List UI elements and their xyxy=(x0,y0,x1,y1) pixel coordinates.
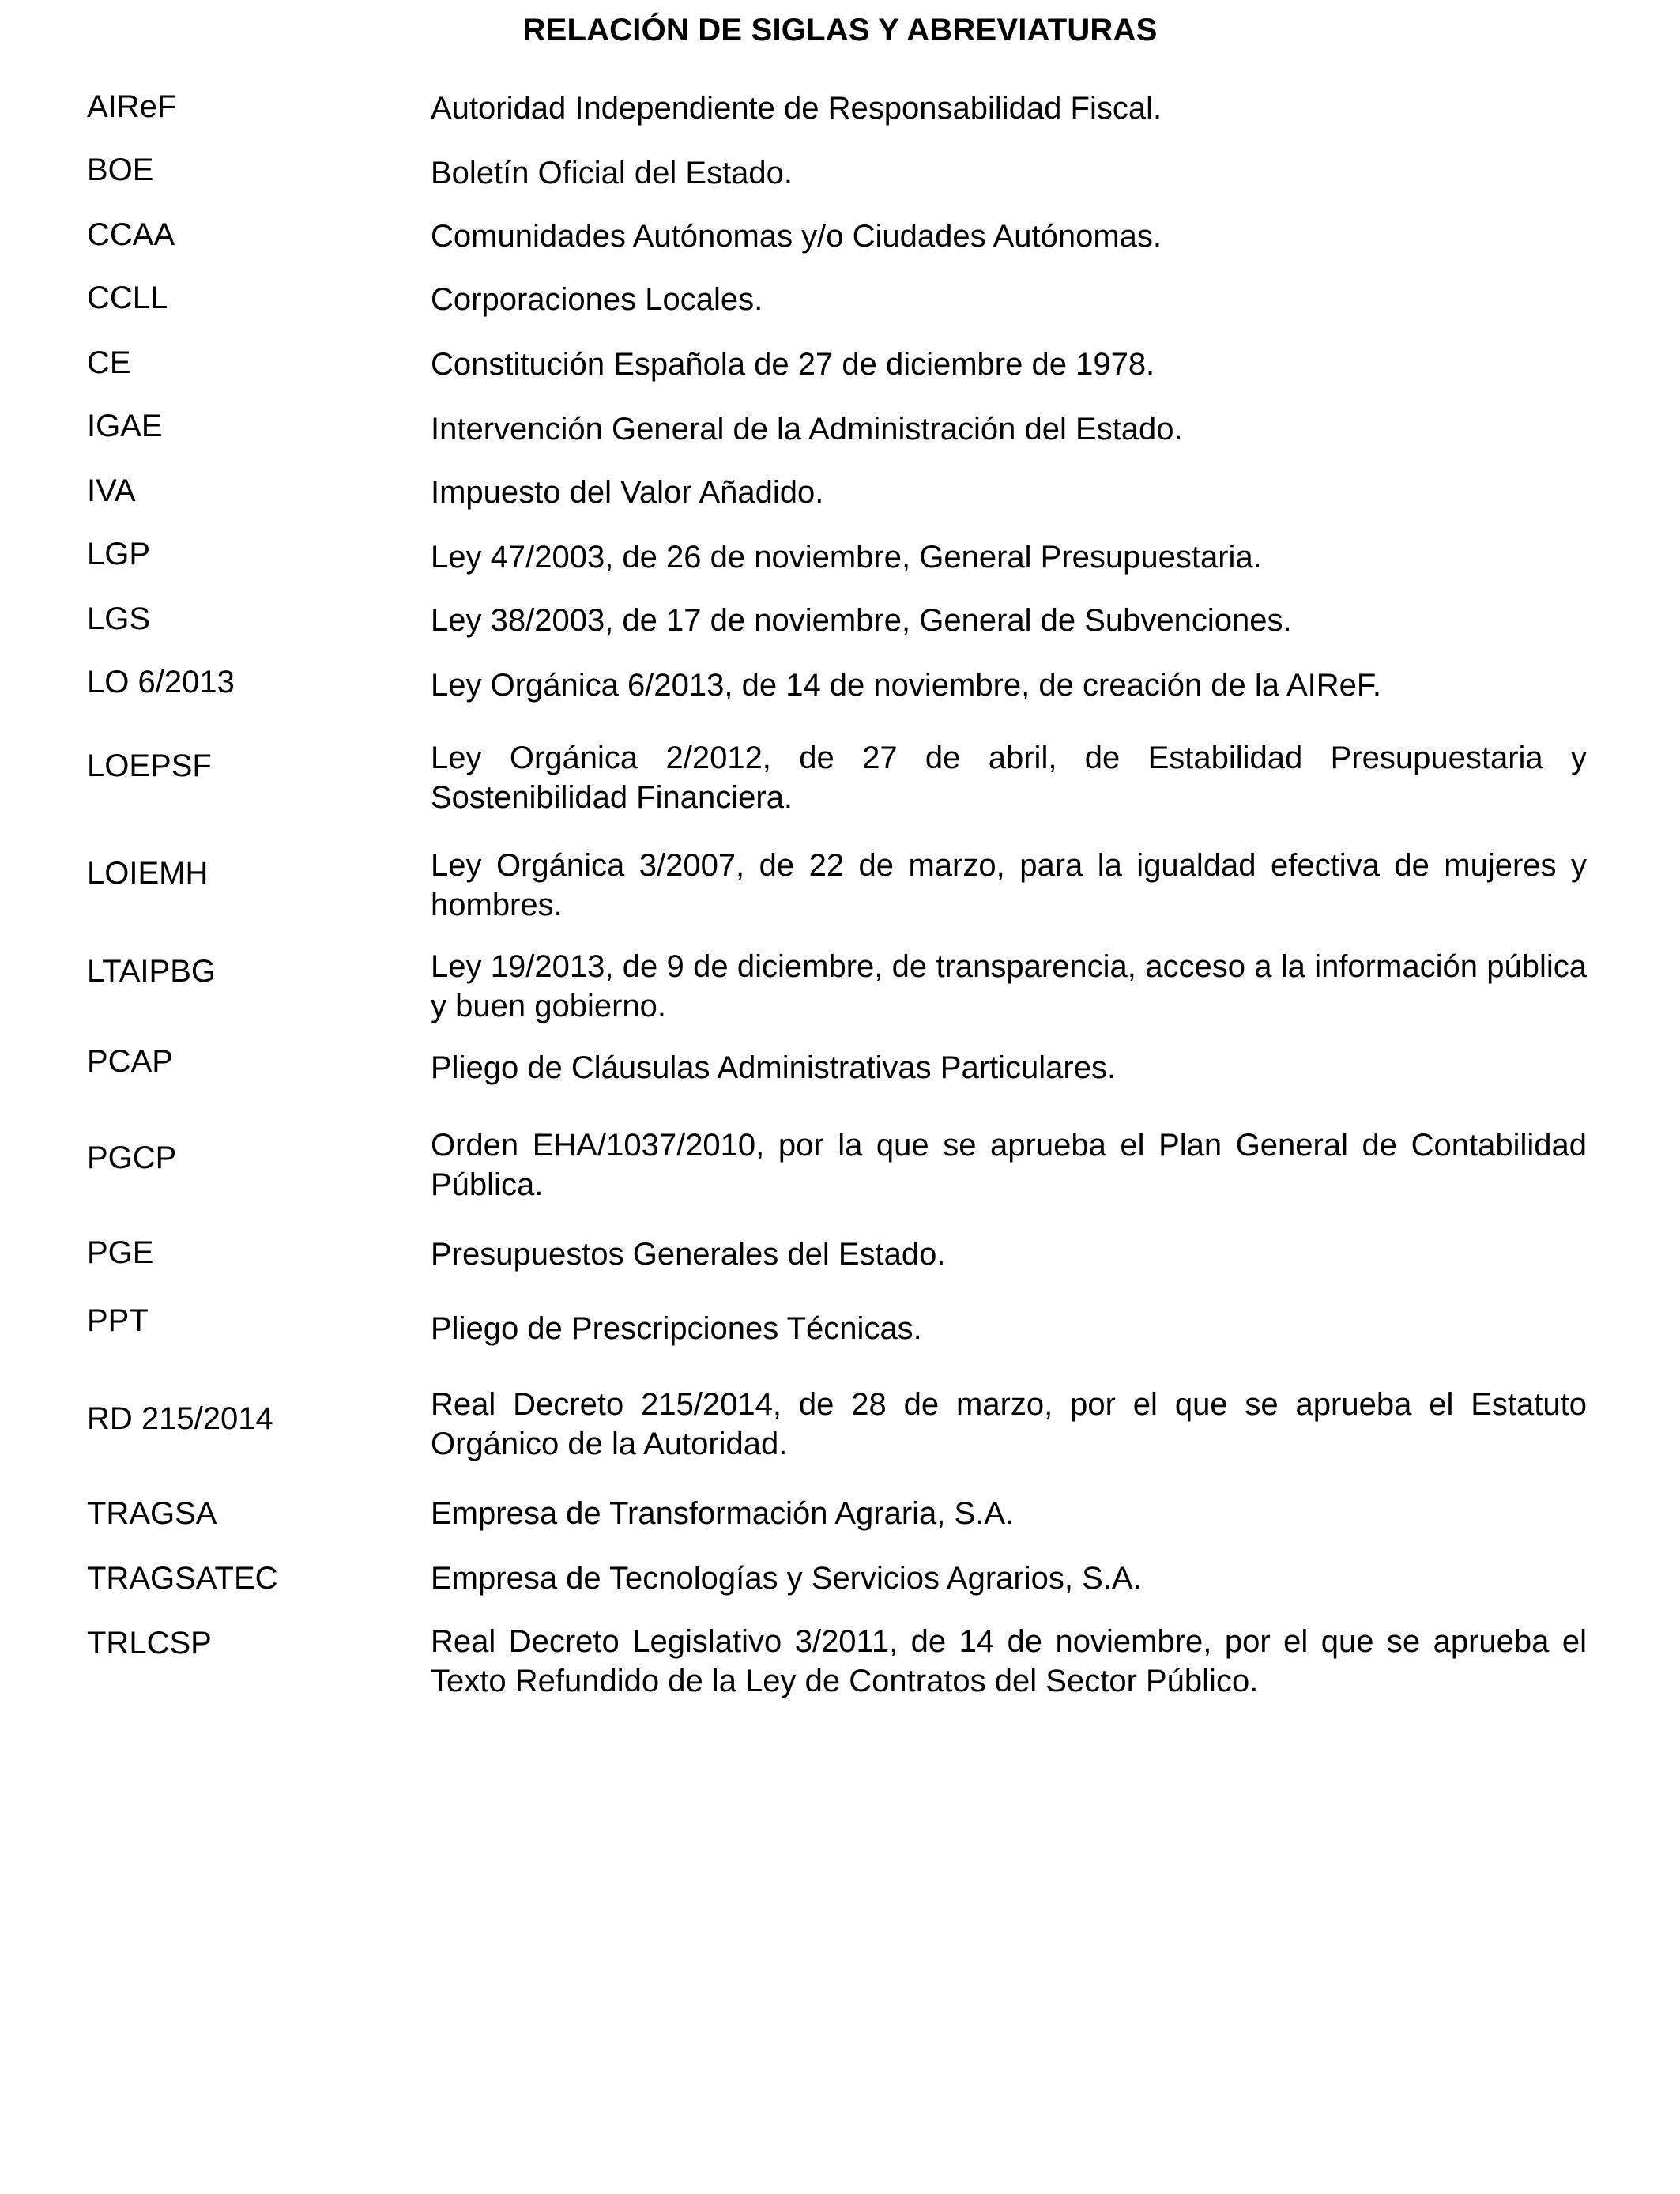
abbreviation-definition: Constitución Española de 27 de diciembre de 1978. xyxy=(431,347,1155,382)
abbreviation-definition: Orden EHA/1037/2010, por la que se aprueba el Plan General de Contabilidad Pública. xyxy=(431,1128,1587,1202)
abbreviation-term: RD 215/2014 xyxy=(87,1401,273,1436)
abbreviation-term: LOEPSF xyxy=(87,748,212,783)
abbreviation-term: LTAIPBG xyxy=(87,954,217,989)
abbreviation-definition: Empresa de Tecnologías y Servicios Agrarios, S.A. xyxy=(431,1561,1142,1596)
abbreviation-definition: Autoridad Independiente de Responsabilidad Fiscal. xyxy=(431,91,1162,126)
abbreviation-definition: Pliego de Prescripciones Técnicas. xyxy=(431,1311,922,1346)
abbreviation-definition: Pliego de Cláusulas Administrativas Particulares. xyxy=(431,1050,1117,1085)
abbreviation-term: PGE xyxy=(87,1235,154,1270)
abbreviation-definition: Corporaciones Locales. xyxy=(431,282,763,317)
abbreviation-definition: Empresa de Transformación Agraria, S.A. xyxy=(431,1496,1015,1531)
abbreviation-term: LGP xyxy=(87,537,151,571)
abbreviation-definition: Ley 19/2013, de 9 de diciembre, de transparencia, acceso a la información pública y buen gobierno. xyxy=(431,949,1587,1023)
abbreviation-term: PCAP xyxy=(87,1044,173,1079)
abbreviation-definition: Real Decreto Legislativo 3/2011, de 14 de noviembre, por el que se aprueba el Texto Refundido de la Ley de Contratos del Sector Público. xyxy=(431,1624,1587,1698)
abbreviation-term: CCAA xyxy=(87,217,175,252)
abbreviation-term: BOE xyxy=(87,153,154,187)
abbreviation-term: LO 6/2013 xyxy=(87,665,235,699)
abbreviation-definition: Intervención General de la Administración del Estado. xyxy=(431,412,1183,447)
abbreviation-term: AIReF xyxy=(87,89,177,124)
abbreviation-term: CCLL xyxy=(87,281,168,315)
abbreviation-term: LOIEMH xyxy=(87,856,209,891)
abbreviation-definition: Comunidades Autónomas y/o Ciudades Autónomas. xyxy=(431,219,1162,254)
abbreviation-term: TRLCSP xyxy=(87,1626,212,1661)
abbreviation-term: IGAE xyxy=(87,409,163,443)
abbreviation-term: LGS xyxy=(87,601,151,636)
abbreviation-term: PPT xyxy=(87,1303,149,1338)
abbreviation-definition: Ley Orgánica 3/2007, de 22 de marzo, para la igualdad efectiva de mujeres y hombres. xyxy=(431,848,1587,922)
abbreviation-definition: Ley Orgánica 6/2013, de 14 de noviembre, de creación de la AIReF. xyxy=(431,668,1381,703)
abbreviation-term: CE xyxy=(87,345,131,380)
abbreviation-definition: Ley 47/2003, de 26 de noviembre, General Presupuestaria. xyxy=(431,540,1262,575)
document-title: RELACIÓN DE SIGLAS Y ABREVIATURAS xyxy=(522,13,1158,47)
abbreviation-definition: Boletín Oficial del Estado. xyxy=(431,156,793,190)
abbreviation-definition: Ley Orgánica 2/2012, de 27 de abril, de Estabilidad Presupuestaria y Sostenibilidad Financiera. xyxy=(431,741,1587,815)
abbreviation-term: TRAGSATEC xyxy=(87,1561,278,1596)
abbreviation-definition: Impuesto del Valor Añadido. xyxy=(431,475,824,510)
abbreviation-term: PGCP xyxy=(87,1140,177,1175)
abbreviation-definition: Ley 38/2003, de 17 de noviembre, General de Subvenciones. xyxy=(431,603,1292,638)
abbreviation-term: TRAGSA xyxy=(87,1496,217,1531)
abbreviation-definition: Presupuestos Generales del Estado. xyxy=(431,1237,946,1272)
abbreviation-term: IVA xyxy=(87,473,136,508)
abbreviation-definition: Real Decreto 215/2014, de 28 de marzo, por el que se aprueba el Estatuto Orgánico de la Autoridad. xyxy=(431,1387,1587,1461)
